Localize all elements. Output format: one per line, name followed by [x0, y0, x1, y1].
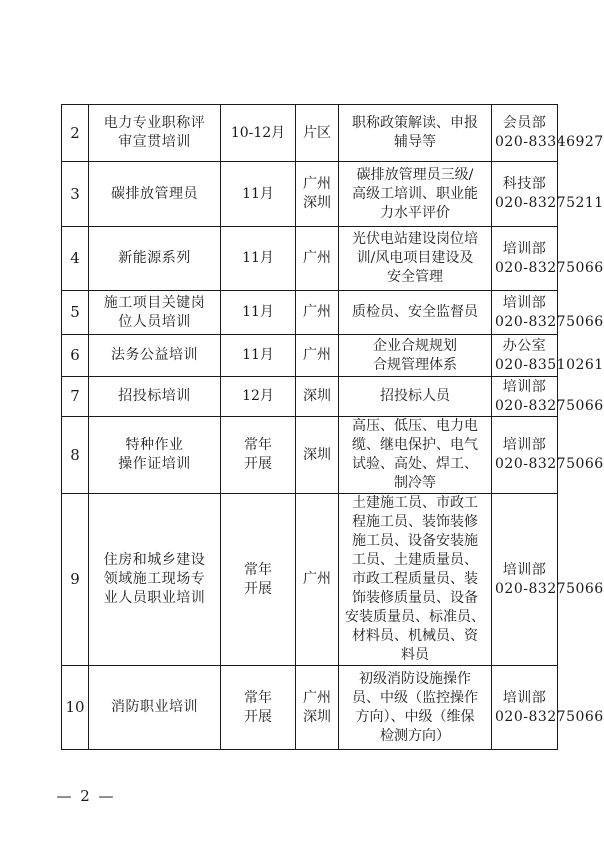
- training-name-line: 位人员培训: [118, 313, 191, 330]
- training-content-line: 初级消防设施操作: [359, 670, 471, 687]
- training-name: [89, 417, 221, 494]
- training-content-line: 饰装修质量员、设备: [352, 590, 478, 606]
- contact-phone: 020-83275211: [495, 195, 604, 211]
- training-time-line: 常年: [244, 689, 272, 706]
- contact-phone: 020-83275066: [495, 708, 604, 725]
- contact-info: [492, 291, 604, 335]
- training-place-line: 广州: [303, 347, 331, 363]
- training-content: [339, 105, 492, 162]
- training-time-line: 11月: [242, 185, 274, 202]
- training-content-line: 质检员、安全监督员: [352, 304, 478, 320]
- table-row: [62, 666, 558, 750]
- training-place: [296, 417, 339, 494]
- contact-info: [492, 335, 604, 377]
- contact-info: [492, 417, 604, 494]
- training-place-line: 广州: [303, 176, 331, 192]
- training-content-line: 工员、土建质量员、: [352, 552, 478, 568]
- training-name-line: 电力专业职称评: [103, 115, 206, 131]
- table-row: [62, 494, 558, 666]
- contact-phone: 020-83275066: [495, 456, 604, 472]
- training-time-line: 11月: [242, 250, 274, 266]
- training-name: [89, 291, 221, 335]
- contact-department: 培训部: [502, 561, 547, 578]
- training-content: [339, 666, 492, 750]
- training-place-line: 广州: [303, 571, 331, 587]
- row-number: 8: [62, 417, 89, 494]
- training-time-line: 12月: [242, 388, 274, 404]
- training-place-line: 片区: [303, 124, 331, 141]
- training-time-line: 11月: [242, 304, 274, 320]
- training-name: [89, 227, 221, 291]
- training-name: [89, 666, 221, 750]
- training-place-line: 广州: [303, 250, 331, 266]
- training-name-line: 审宣贯培训: [118, 134, 191, 150]
- training-time-line: 常年: [244, 561, 272, 578]
- training-name-line: 新能源系列: [118, 250, 191, 266]
- contact-department: 培训部: [502, 437, 547, 453]
- training-name-line: 业人员职业培训: [103, 590, 206, 606]
- training-place-line: 深圳: [303, 195, 331, 211]
- training-time-line: 常年: [244, 437, 272, 453]
- training-time-line: 开展: [244, 580, 272, 597]
- training-content-line: 职称政策解读、申报: [352, 115, 478, 131]
- contact-phone: 020-83346927: [495, 134, 604, 150]
- page-number: — 2 —: [56, 787, 116, 805]
- training-name: [89, 335, 221, 377]
- training-content-line: 土建施工员、市政工: [352, 495, 478, 511]
- training-time-line: 开展: [244, 708, 272, 725]
- training-content-line: 程施工员、装饰装修: [352, 514, 478, 530]
- table-row: [62, 417, 558, 494]
- training-name-line: 领域施工现场专: [103, 571, 206, 587]
- training-content-line: 企业合规规划: [373, 337, 457, 354]
- training-name: [89, 494, 221, 666]
- training-name: [89, 162, 221, 227]
- contact-info: [492, 494, 604, 666]
- training-time: [221, 227, 296, 291]
- training-place-line: 广州: [303, 304, 331, 320]
- contact-phone: 020-83275066: [495, 313, 604, 330]
- table-body: [62, 105, 604, 750]
- training-content-line: 高级工培训、职业能: [352, 185, 478, 202]
- training-content: [339, 377, 492, 417]
- training-place: [296, 291, 339, 335]
- training-time: [221, 494, 296, 666]
- training-name-line: 消防职业培训: [111, 699, 198, 715]
- training-content-line: 试验、高处、焊工、: [352, 456, 478, 472]
- row-number: 10: [62, 666, 89, 750]
- training-place-line: 深圳: [303, 446, 331, 463]
- training-content: [339, 162, 492, 227]
- training-place-line: 深圳: [303, 708, 331, 725]
- training-content-line: 料员: [401, 647, 429, 663]
- training-place: [296, 162, 339, 227]
- row-number: 7: [62, 377, 89, 417]
- training-name-line: 招投标培训: [118, 388, 191, 404]
- training-content-line: 安装质量员、标准员、: [345, 609, 485, 625]
- training-place: [296, 105, 339, 162]
- training-time-line: 10-12月: [230, 124, 286, 141]
- training-content: [339, 291, 492, 335]
- contact-department: 培训部: [502, 294, 547, 311]
- training-name-line: 碳排放管理员: [111, 185, 198, 202]
- training-place: [296, 335, 339, 377]
- training-place-line: 广州: [303, 689, 331, 706]
- training-content-line: 训/风电项目建设及: [356, 250, 474, 266]
- training-place-line: 深圳: [303, 388, 331, 404]
- training-name: [89, 377, 221, 417]
- table-row: [62, 162, 558, 227]
- contact-department: 培训部: [502, 689, 547, 706]
- training-content-line: 力水平评价: [380, 204, 450, 221]
- table-row: [62, 335, 558, 377]
- training-time-line: 11月: [242, 347, 274, 363]
- table-row: [62, 105, 558, 162]
- training-name-line: 住房和城乡建设: [103, 552, 206, 568]
- row-number: 5: [62, 291, 89, 335]
- training-time: [221, 162, 296, 227]
- training-name-line: 法务公益培训: [111, 347, 198, 363]
- training-content-line: 合规管理体系: [373, 356, 457, 373]
- training-content-line: 安全管理: [387, 269, 443, 285]
- contact-phone: 020-83275066: [495, 397, 604, 414]
- training-name: [89, 105, 221, 162]
- row-number: 4: [62, 227, 89, 291]
- training-content-line: 制冷等: [394, 475, 436, 491]
- training-time: [221, 666, 296, 750]
- training-time: [221, 377, 296, 417]
- table-row: [62, 377, 558, 417]
- training-place: [296, 666, 339, 750]
- row-number: 2: [62, 105, 89, 162]
- training-content-line: 施工员、设备安装施: [352, 533, 478, 549]
- training-place: [296, 494, 339, 666]
- training-time-line: 开展: [244, 456, 272, 472]
- training-content-line: 招投标人员: [380, 388, 450, 404]
- contact-info: [492, 666, 604, 750]
- training-content-line: 检测方向）: [380, 727, 450, 744]
- training-content: [339, 417, 492, 494]
- training-place: [296, 227, 339, 291]
- training-time: [221, 417, 296, 494]
- training-content: [339, 494, 492, 666]
- training-name-line: 操作证培训: [118, 456, 191, 472]
- row-number: 6: [62, 335, 89, 377]
- contact-info: [492, 162, 604, 227]
- contact-phone: 020-83510261: [495, 356, 604, 373]
- training-content-line: 员、中级（监控操作: [352, 689, 478, 706]
- training-content-line: 高压、低压、电力电: [352, 418, 478, 434]
- training-content-line: 市政工程质量员、装: [352, 571, 478, 587]
- contact-info: [492, 227, 604, 291]
- training-time: [221, 335, 296, 377]
- contact-department: 培训部: [502, 378, 547, 395]
- training-name-line: 特种作业: [125, 437, 184, 453]
- training-content-line: 碳排放管理员三级/: [356, 166, 474, 183]
- training-time: [221, 105, 296, 162]
- table-row: [62, 291, 558, 335]
- training-place: [296, 377, 339, 417]
- training-content-line: 方向）、中级（维保: [355, 708, 475, 725]
- training-content: [339, 335, 492, 377]
- contact-phone: 020-83275066: [495, 259, 604, 276]
- contact-department: 科技部: [502, 176, 547, 192]
- training-name-line: 施工项目关键岗: [103, 294, 206, 311]
- training-content-line: 辅导等: [394, 134, 436, 150]
- training-content-line: 光伏电站建设岗位培: [352, 231, 478, 247]
- contact-department: 会员部: [502, 115, 547, 131]
- contact-info: [492, 105, 604, 162]
- training-content-line: 缆、继电保护、电气: [352, 437, 478, 453]
- contact-department: 办公室: [502, 337, 547, 354]
- training-content-line: 材料员、机械员、资: [352, 628, 478, 644]
- table-row: [62, 227, 558, 291]
- contact-phone: 020-83275066: [495, 580, 604, 597]
- training-content: [339, 227, 492, 291]
- training-time: [221, 291, 296, 335]
- row-number: 3: [62, 162, 89, 227]
- contact-info: [492, 377, 604, 417]
- contact-department: 培训部: [502, 240, 547, 257]
- row-number: 9: [62, 494, 89, 666]
- training-schedule-table: [61, 104, 604, 750]
